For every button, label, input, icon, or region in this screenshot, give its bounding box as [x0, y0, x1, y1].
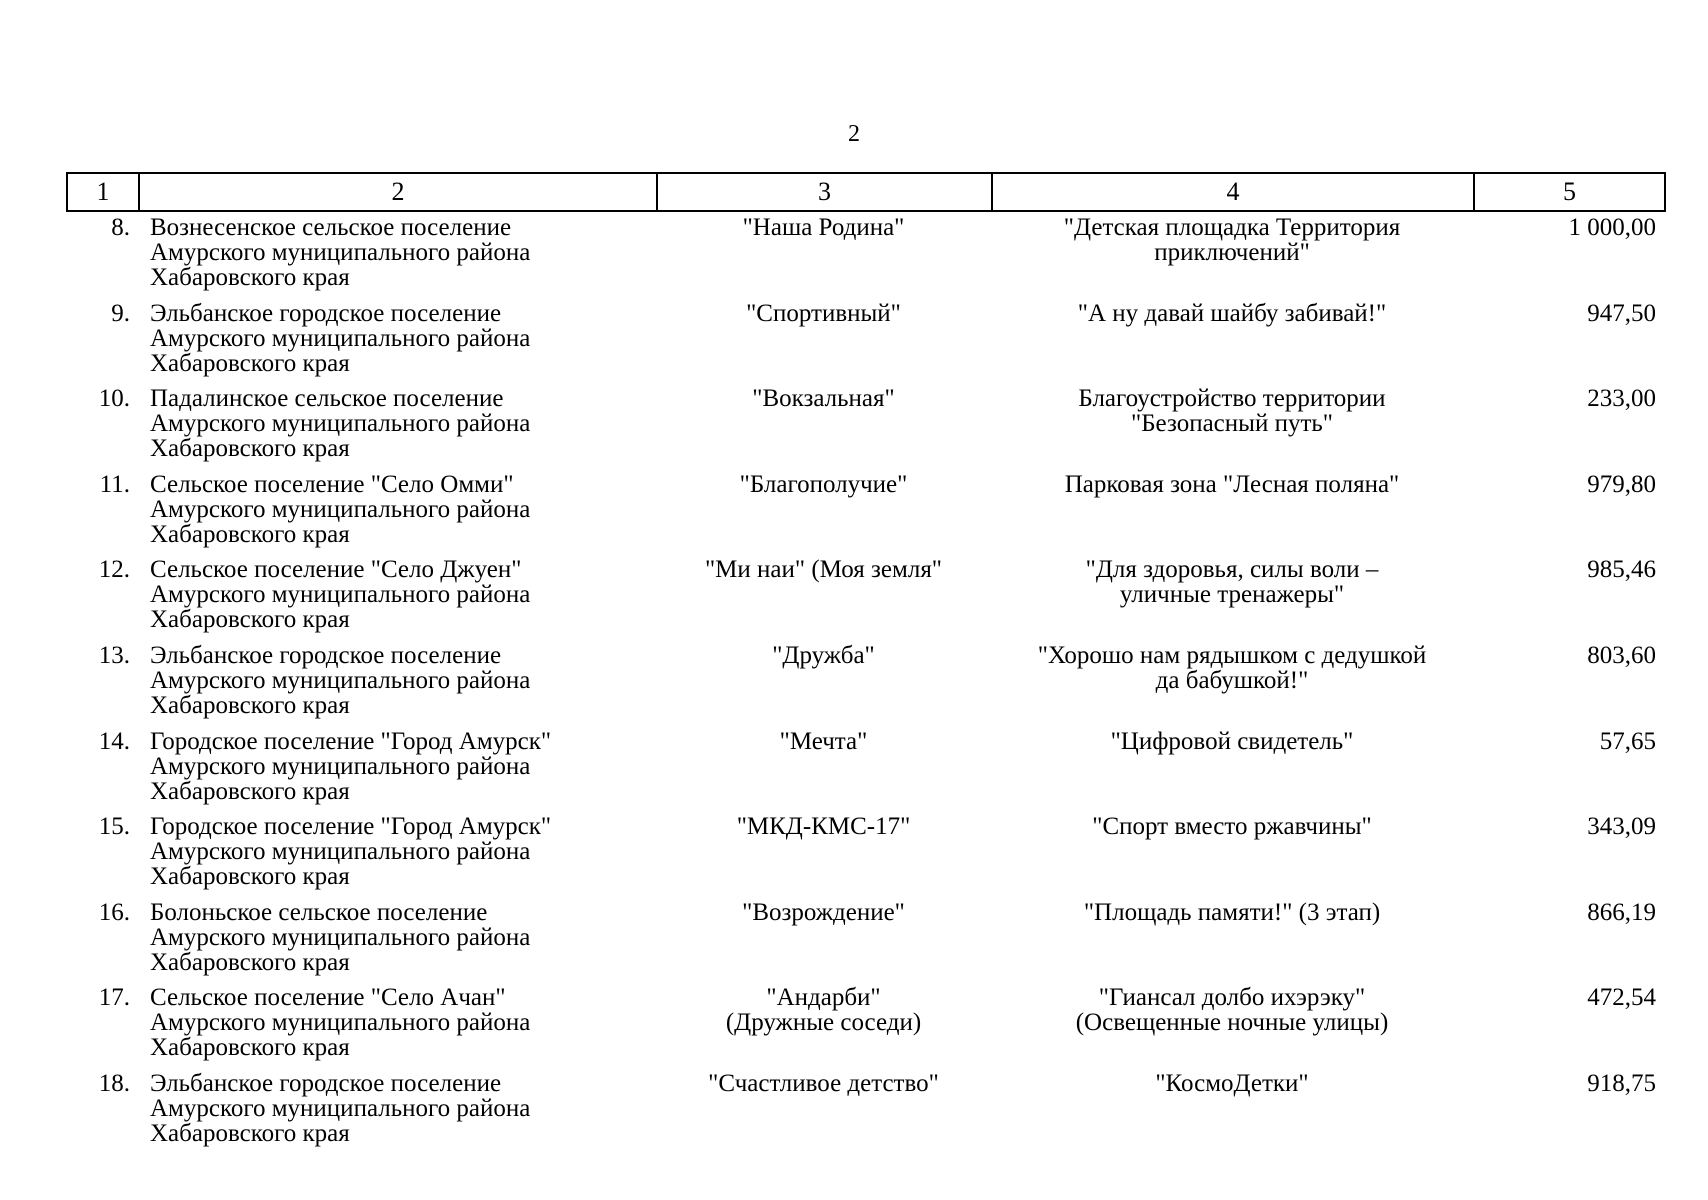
municipality-line: Хабаровского края [150, 520, 350, 548]
table-row [66, 642, 1666, 728]
amount-cell: 947,50 [1587, 299, 1656, 327]
initiative-group-line: "Дружба" [772, 641, 875, 669]
municipality-cell [138, 813, 656, 899]
initiative-group-cell [656, 300, 991, 386]
initiative-group-line: (Дружные соседи) [725, 1009, 922, 1037]
table-row [66, 214, 1666, 300]
municipality-cell [138, 728, 656, 814]
municipality-line: Эльбанское городское поселение [150, 299, 502, 327]
municipality-cell [138, 471, 656, 557]
project-cell [991, 728, 1473, 814]
project-cell [991, 556, 1473, 642]
municipality-line: Падалинское сельское поселение [150, 385, 504, 413]
project-cell [991, 642, 1473, 728]
row-number: 18. [98, 1069, 130, 1097]
municipality-line: Эльбанское городское поселение [150, 1069, 502, 1097]
municipality-cell [138, 214, 656, 300]
amount-cell: 866,19 [1587, 898, 1656, 926]
initiative-group-cell [656, 214, 991, 300]
project-line: "Для здоровья, силы воли – [1085, 556, 1379, 584]
municipality-cell [138, 642, 656, 728]
amount-cell: 233,00 [1587, 385, 1656, 413]
amount-cell: 918,75 [1587, 1069, 1656, 1097]
initiative-group-cell [656, 813, 991, 899]
municipality-line: Хабаровского края [150, 948, 350, 976]
amount-cell: 472,54 [1587, 984, 1656, 1012]
municipality-line: Амурского муниципального района [150, 1009, 531, 1037]
municipality-cell [138, 385, 656, 471]
initiative-group-line: "Ми наи" (Моя земля" [704, 556, 943, 584]
table-row [66, 385, 1666, 471]
initiative-group-cell [656, 556, 991, 642]
initiative-group-line: "Наша Родина" [742, 214, 905, 241]
project-cell [991, 471, 1473, 557]
row-number: 13. [98, 641, 130, 669]
initiative-group-cell [656, 728, 991, 814]
project-line: "Детская площадка Территория [1063, 214, 1401, 241]
table-row [66, 984, 1666, 1070]
municipality-line: Хабаровского края [150, 777, 350, 805]
row-number: 9. [111, 299, 130, 327]
project-line: "Площадь памяти!" (3 этап) [1083, 898, 1381, 926]
amount-cell: 1 000,00 [1568, 214, 1656, 241]
row-number: 11. [99, 470, 130, 498]
row-number: 14. [98, 727, 130, 755]
municipality-cell [138, 300, 656, 386]
row-number: 8. [111, 214, 130, 241]
municipality-line: Амурского муниципального района [150, 495, 531, 523]
initiative-group-line: "Мечта" [779, 727, 868, 755]
amount-cell: 985,46 [1587, 556, 1656, 584]
municipality-line: Эльбанское городское поселение [150, 641, 502, 669]
initiative-group-line: "Андарби" [766, 984, 881, 1012]
municipality-line: Амурского муниципального района [150, 239, 531, 266]
initiative-group-cell [656, 899, 991, 985]
municipality-line: Сельское поселение "Село Ачан" [150, 984, 506, 1012]
project-cell [991, 385, 1473, 471]
project-line: (Освещенные ночные улицы) [1075, 1009, 1389, 1037]
municipality-line: Амурского муниципального района [150, 581, 531, 609]
table-row [66, 556, 1666, 642]
project-line: приключений" [1154, 239, 1310, 266]
table-row [66, 300, 1666, 386]
initiative-group-cell [656, 984, 991, 1070]
project-line: "А ну давай шайбу забивай!" [1077, 299, 1387, 327]
municipality-line: Хабаровского края [150, 1119, 350, 1147]
initiative-group-cell [656, 471, 991, 557]
project-line: "Безопасный путь" [1131, 410, 1333, 438]
project-line: "Хорошо нам рядышком с дедушкой [1037, 641, 1427, 669]
municipality-line: Городское поселение "Город Амурск" [150, 813, 552, 841]
municipality-line: Вознесенское сельское поселение [150, 214, 512, 241]
project-line: "Цифровой свидетель" [1110, 727, 1354, 755]
municipality-line: Амурского муниципального района [150, 1094, 531, 1122]
municipality-line: Хабаровского края [150, 349, 350, 377]
amount-cell: 979,80 [1587, 470, 1656, 498]
municipality-line: Хабаровского края [150, 435, 350, 463]
initiative-group-line: "Вокзальная" [752, 385, 895, 413]
header-col-5: 5 [1563, 177, 1576, 206]
header-col-3: 3 [658, 174, 993, 210]
municipality-line: Хабаровского края [150, 1034, 350, 1062]
municipality-line: Амурского муниципального района [150, 838, 531, 866]
municipality-cell [138, 556, 656, 642]
municipality-cell [138, 984, 656, 1070]
table-body [66, 214, 1666, 1156]
municipality-line: Амурского муниципального района [150, 324, 531, 352]
initiative-group-line: "МКД-КМС-17" [736, 813, 911, 841]
municipality-cell [138, 899, 656, 985]
initiative-group-line: "Счастливое детство" [708, 1069, 939, 1097]
municipality-line: Сельское поселение "Село Омми" [150, 470, 514, 498]
table-row [66, 471, 1666, 557]
row-number: 12. [98, 556, 130, 584]
project-line: да бабушкой!" [1155, 666, 1309, 694]
project-line: уличные тренажеры" [1119, 581, 1345, 609]
page-number: 2 [848, 121, 860, 147]
initiative-group-line: "Возрождение" [742, 898, 905, 926]
municipality-line: Амурского муниципального района [150, 666, 531, 694]
municipality-line: Хабаровского края [150, 691, 350, 719]
project-line: Благоустройство территории [1078, 385, 1386, 413]
project-cell [991, 300, 1473, 386]
municipality-line: Городское поселение "Город Амурск" [150, 727, 552, 755]
amount-cell: 343,09 [1587, 813, 1656, 841]
row-number: 16. [98, 898, 130, 926]
project-cell [991, 813, 1473, 899]
amount-cell: 57,65 [1599, 727, 1656, 755]
municipality-line: Хабаровского края [150, 863, 350, 891]
project-line: Парковая зона "Лесная поляна" [1064, 470, 1400, 498]
initiative-group-cell [656, 385, 991, 471]
row-number: 15. [98, 813, 130, 841]
header-col-2: 2 [140, 174, 658, 210]
initiative-group-line: "Благополучие" [739, 470, 908, 498]
municipality-line: Болоньское сельское поселение [150, 898, 488, 926]
project-cell [991, 984, 1473, 1070]
municipality-line: Амурского муниципального района [150, 923, 531, 951]
header-col-1: 1 [68, 174, 140, 210]
municipality-line: Сельское поселение "Село Джуен" [150, 556, 522, 584]
project-cell [991, 1070, 1473, 1156]
project-line: "Спорт вместо ржавчины" [1092, 813, 1372, 841]
table-header [66, 172, 1666, 212]
municipality-line: Хабаровского края [150, 264, 350, 291]
table-row [66, 813, 1666, 899]
project-line: "Гиансал долбо ихэрэку" [1098, 984, 1366, 1012]
project-cell [991, 899, 1473, 985]
table-row [66, 1070, 1666, 1156]
initiative-group-cell [656, 642, 991, 728]
amount-cell: 803,60 [1587, 641, 1656, 669]
initiative-group-cell [656, 1070, 991, 1156]
table-row [66, 899, 1666, 985]
project-line: "КосмоДетки" [1155, 1069, 1309, 1097]
row-number: 17. [98, 984, 130, 1012]
initiative-group-line: "Спортивный" [746, 299, 901, 327]
header-col-4: 4 [993, 174, 1475, 210]
row-number: 10. [98, 385, 130, 413]
municipality-cell [138, 1070, 656, 1156]
municipality-line: Амурского муниципального района [150, 410, 531, 438]
municipality-line: Амурского муниципального района [150, 752, 531, 780]
project-cell [991, 214, 1473, 300]
municipality-line: Хабаровского края [150, 606, 350, 634]
table-row [66, 728, 1666, 814]
